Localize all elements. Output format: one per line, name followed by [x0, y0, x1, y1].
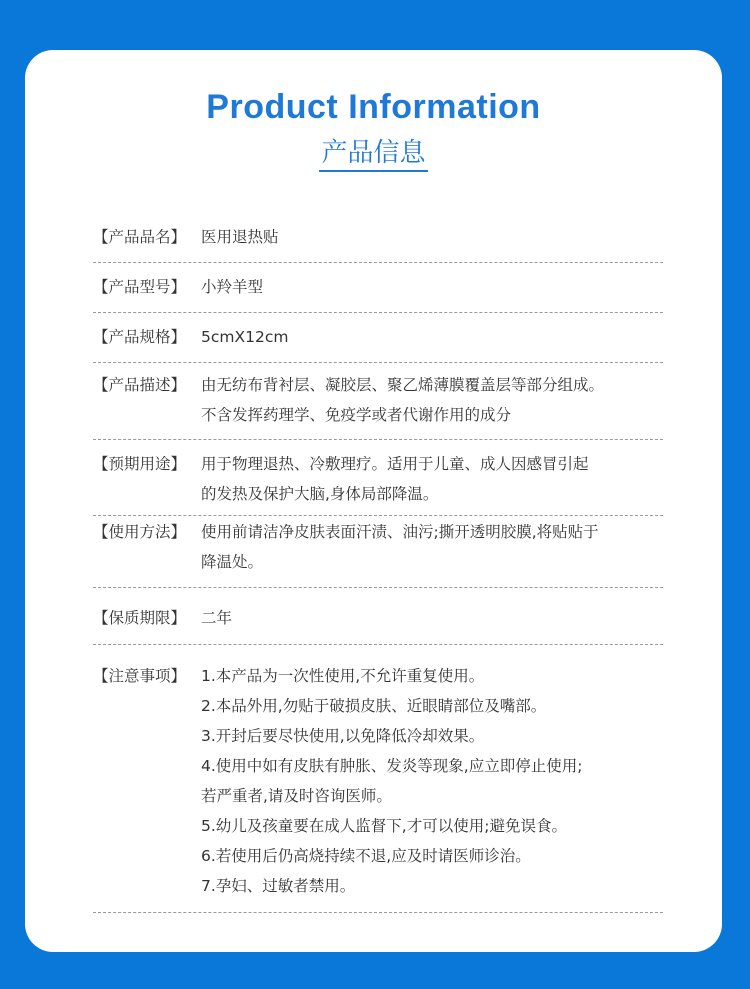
value-line: 1.本产品为一次性使用,不允许重复使用。: [201, 667, 485, 685]
row-value: [201, 370, 671, 430]
row-value: [201, 272, 671, 302]
value-line: 的发热及保护大脑,身体局部降温。: [201, 485, 439, 503]
value-line: 若严重者,请及时咨询医师。: [201, 787, 392, 805]
row-value: [201, 603, 671, 633]
row-label: 【产品描述】: [93, 376, 187, 394]
divider: [93, 644, 663, 645]
row-value: [201, 661, 671, 901]
divider: [93, 362, 663, 363]
value-line: 4.使用中如有皮肤有肿胀、发炎等现象,应立即停止使用;: [201, 757, 583, 775]
value-line: 不含发挥药理学、免疫学或者代谢作用的成分: [201, 406, 512, 424]
title-chinese: [25, 132, 722, 169]
row-label: 【预期用途】: [93, 455, 187, 473]
divider: [93, 912, 663, 913]
row-label: 【注意事项】: [93, 667, 187, 685]
value-line: 由无纺布背衬层、凝胶层、聚乙烯薄膜覆盖层等部分组成。: [201, 376, 605, 394]
title-english: Product Information: [206, 88, 541, 126]
value-line: 用于物理退热、冷敷理疗。适用于儿童、成人因感冒引起: [201, 455, 589, 473]
value-line: 2.本品外用,勿贴于破损皮肤、近眼睛部位及嘴部。: [201, 697, 547, 715]
value-line: 5cmX12cm: [201, 328, 289, 346]
value-line: 小羚羊型: [201, 278, 264, 296]
row-label: 【保质期限】: [93, 609, 187, 627]
value-line: 使用前请洁净皮肤表面汗渍、油污;撕开透明胶膜,将贴贴于: [201, 523, 599, 541]
divider: [93, 262, 663, 263]
product-info-card: [25, 50, 722, 952]
row-label: 【产品品名】: [93, 228, 187, 246]
value-line: 医用退热贴: [201, 228, 279, 246]
value-line: 降温处。: [201, 553, 264, 571]
divider: [93, 439, 663, 440]
value-line: 7.孕妇、过敏者禁用。: [201, 877, 356, 895]
value-line: 3.开封后要尽快使用,以免降低冷却效果。: [201, 727, 485, 745]
row-label: 【产品型号】: [93, 278, 187, 296]
row-value: [201, 322, 671, 352]
divider: [93, 587, 663, 588]
row-value: [201, 222, 671, 252]
row-label: 【使用方法】: [93, 523, 187, 541]
row-value: [201, 517, 671, 577]
value-line: 二年: [201, 609, 233, 627]
value-line: 5.幼儿及孩童要在成人监督下,才可以使用;避免误食。: [201, 817, 567, 835]
divider: [93, 312, 663, 313]
row-value: [201, 449, 671, 509]
row-label: 【产品规格】: [93, 328, 187, 346]
value-line: 6.若使用后仍高烧持续不退,应及时请医师诊治。: [201, 847, 531, 865]
divider: [93, 515, 663, 516]
title-chinese-text: 产品信息: [319, 138, 427, 172]
